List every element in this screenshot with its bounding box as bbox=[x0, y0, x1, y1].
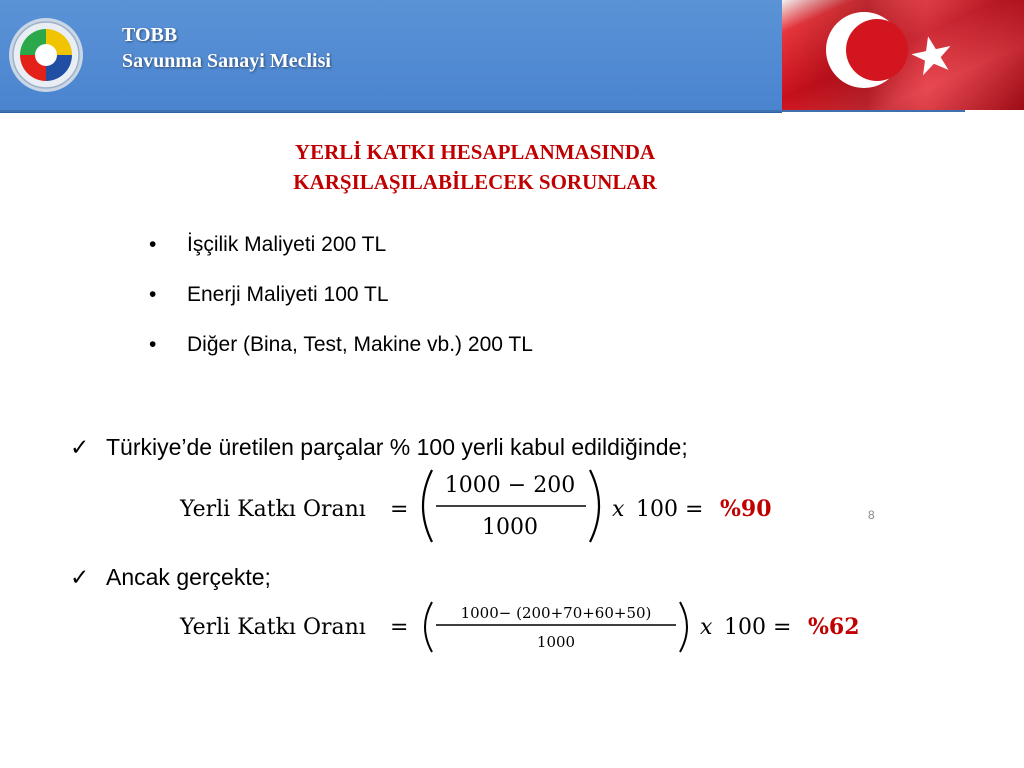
formula-actual bbox=[170, 596, 890, 658]
check-text: Ancak gerçekte; bbox=[106, 564, 271, 590]
org-subtitle: Savunma Sanayi Meclisi bbox=[122, 50, 331, 72]
formula-equals: = bbox=[390, 615, 409, 640]
formula-times: 𝑥 bbox=[700, 615, 713, 640]
check-item bbox=[70, 434, 688, 461]
formula-result: %62 bbox=[808, 614, 860, 640]
formula-denominator: 1000 bbox=[482, 515, 538, 540]
bullet-icon: • bbox=[149, 333, 157, 356]
header-bar bbox=[0, 0, 782, 113]
page-number: 8 bbox=[868, 508, 875, 522]
org-title bbox=[122, 22, 331, 74]
right-paren bbox=[590, 470, 599, 542]
right-paren bbox=[680, 602, 687, 652]
slide-title-line1: YERLİ KATKI HESAPLANMASINDA bbox=[294, 140, 656, 164]
formula-lhs: Yerli Katkı Oranı bbox=[180, 497, 366, 522]
bullet-text: Enerji Maliyeti 100 TL bbox=[187, 283, 389, 306]
formula-times: 𝑥 bbox=[612, 497, 625, 522]
bullet-icon: • bbox=[149, 283, 157, 306]
formula-multiplier: 100 = bbox=[636, 497, 704, 522]
formula-denominator: 1000 bbox=[536, 633, 576, 651]
formula-ideal bbox=[170, 462, 810, 550]
cost-bullet-list bbox=[145, 232, 533, 382]
formula-equals: = bbox=[390, 497, 409, 522]
formula-numerator: 1000 − 200 bbox=[444, 473, 576, 498]
slide-title-line2: KARŞILAŞILABİLECEK SORUNLAR bbox=[293, 170, 657, 194]
org-name: TOBB bbox=[122, 24, 178, 46]
slide-header bbox=[0, 0, 1024, 112]
bullet-text: Diğer (Bina, Test, Makine vb.) 200 TL bbox=[187, 333, 533, 356]
check-text: Türkiye’de üretilen parçalar % 100 yerli kabul edildiğinde; bbox=[106, 434, 688, 460]
formula-result: %90 bbox=[720, 496, 772, 522]
list-item bbox=[145, 232, 533, 282]
list-item bbox=[145, 332, 533, 382]
left-paren bbox=[425, 602, 432, 652]
formula-lhs: Yerli Katkı Oranı bbox=[180, 615, 366, 640]
left-paren bbox=[423, 470, 432, 542]
check-item bbox=[70, 564, 271, 591]
list-item bbox=[145, 282, 533, 332]
bullet-icon: • bbox=[149, 233, 157, 256]
bullet-text: İşçilik Maliyeti 200 TL bbox=[187, 233, 387, 256]
header-divider bbox=[0, 110, 965, 112]
formula-numerator: 1000− (200+70+60+50) bbox=[460, 604, 652, 622]
checkmark-icon: ✓ bbox=[70, 434, 90, 460]
checkmark-icon: ✓ bbox=[70, 564, 90, 590]
formula-multiplier: 100 = bbox=[724, 615, 792, 640]
turkish-flag-icon bbox=[782, 0, 1024, 110]
slide-title bbox=[150, 137, 800, 197]
tobb-logo-icon bbox=[8, 17, 84, 93]
